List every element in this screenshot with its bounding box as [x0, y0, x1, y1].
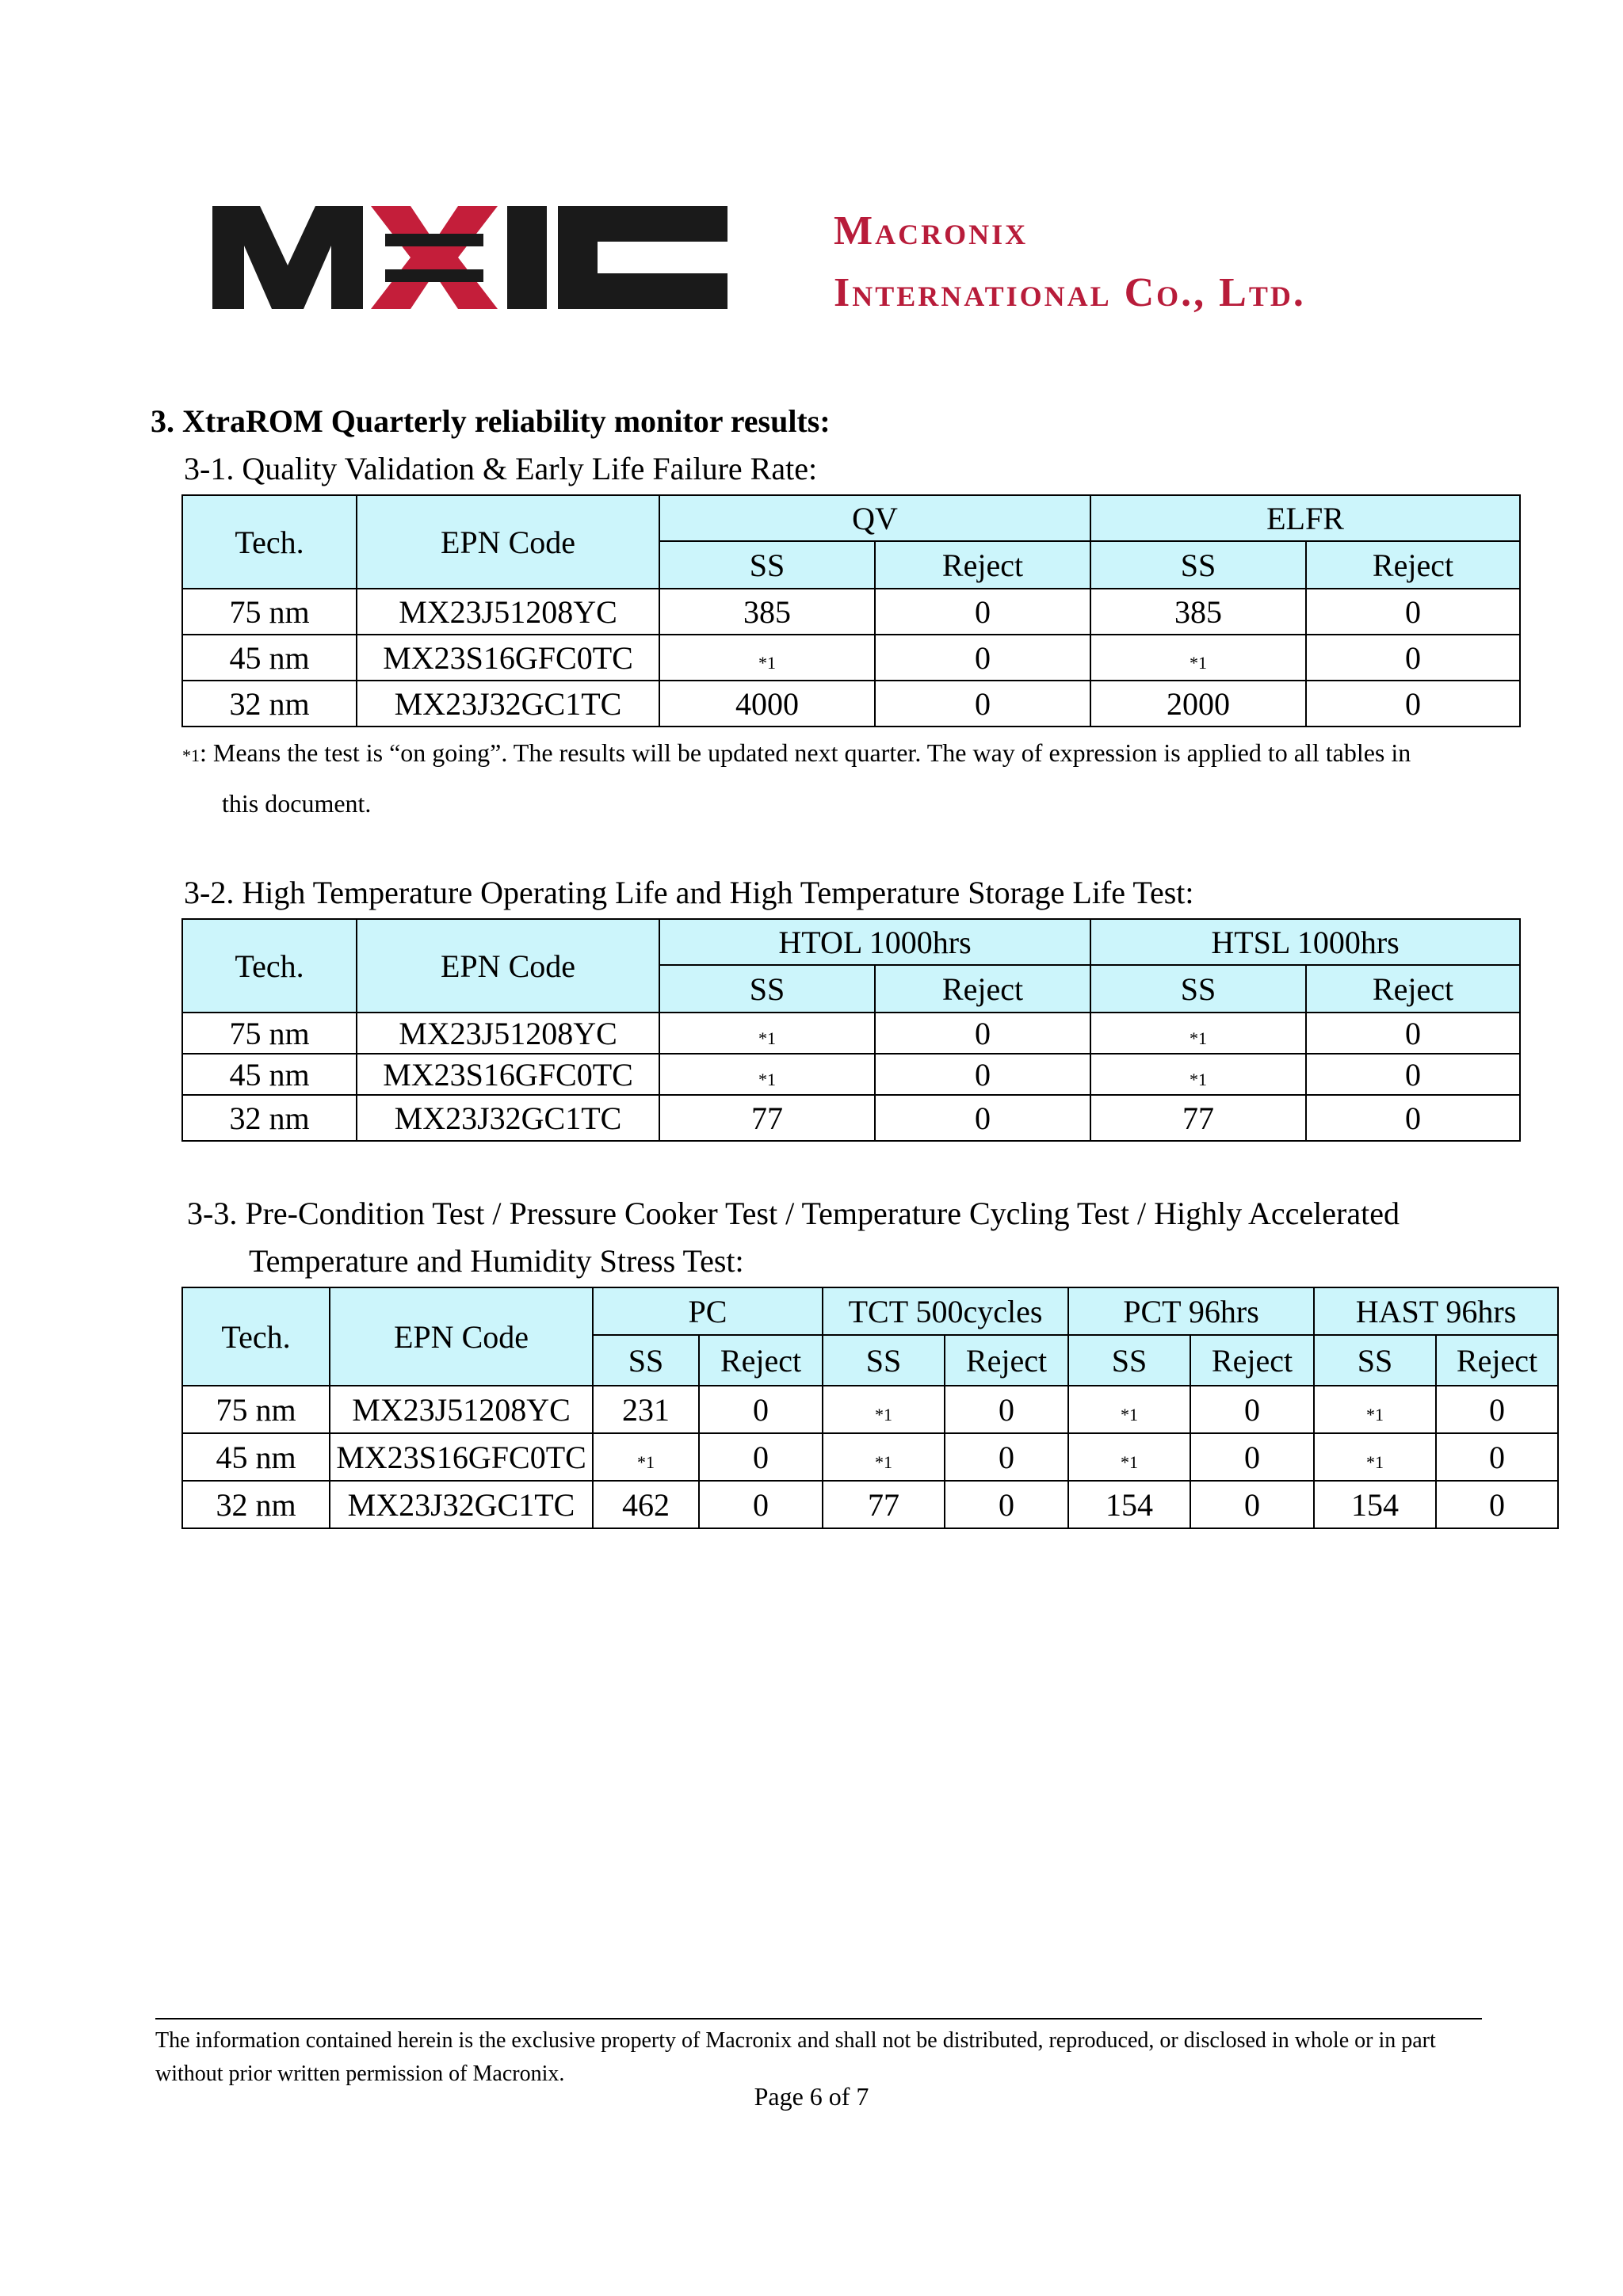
value-cell: 0 — [1306, 635, 1520, 681]
value-cell: 0 — [699, 1386, 823, 1433]
table-row — [182, 1013, 1520, 1054]
header-ss: SS — [659, 965, 875, 1013]
epn-cell: MX23J51208YC — [357, 1013, 659, 1054]
value-cell: 0 — [875, 681, 1090, 727]
header-pc: PC — [593, 1287, 823, 1335]
value-cell: 0 — [875, 635, 1090, 681]
footnote-mark: *1 — [875, 1404, 892, 1425]
header-elfr: ELFR — [1090, 495, 1520, 541]
table-row — [182, 1095, 1520, 1141]
footnote-text-cont: this document. — [222, 789, 372, 818]
value-cell: 2000 — [1090, 681, 1306, 727]
footnote-mark: *1 — [758, 1028, 776, 1048]
value-cell: 385 — [659, 589, 875, 635]
value-cell: 0 — [875, 1013, 1090, 1054]
quality-validation-table — [181, 494, 1521, 727]
value-cell: 0 — [1306, 1054, 1520, 1095]
epn-cell: MX23J51208YC — [330, 1386, 593, 1433]
value-cell: 154 — [1068, 1481, 1190, 1528]
value-cell: 77 — [1090, 1095, 1306, 1141]
footer-line-2: without prior written permission of Macronix. — [155, 2061, 565, 2086]
header-tech: Tech. — [182, 1287, 330, 1386]
header-tech: Tech. — [182, 495, 357, 589]
header-htsl: HTSL 1000hrs — [1090, 919, 1520, 965]
value-cell: 0 — [1190, 1386, 1314, 1433]
tech-cell: 75 nm — [182, 589, 357, 635]
company-name-line-1: Macronix — [834, 208, 1029, 254]
value-cell: 0 — [875, 589, 1090, 635]
header-ss: SS — [1068, 1335, 1190, 1386]
value-cell — [823, 1433, 945, 1481]
value-cell: 231 — [593, 1386, 699, 1433]
value-cell — [1090, 1013, 1306, 1054]
epn-cell: MX23J32GC1TC — [357, 1095, 659, 1141]
epn-cell: MX23J32GC1TC — [330, 1481, 593, 1528]
header-hast: HAST 96hrs — [1314, 1287, 1558, 1335]
value-cell — [1090, 635, 1306, 681]
table-row — [182, 1433, 1558, 1481]
page-number: Page 6 of 7 — [754, 2082, 869, 2111]
footnote-mark: *1 — [875, 1451, 892, 1472]
footer-divider — [155, 2018, 1482, 2019]
header-reject: Reject — [1190, 1335, 1314, 1386]
value-cell: 0 — [1436, 1481, 1558, 1528]
header-epn-code: EPN Code — [330, 1287, 593, 1386]
value-cell: 385 — [1090, 589, 1306, 635]
value-cell — [1068, 1386, 1190, 1433]
header-htol: HTOL 1000hrs — [659, 919, 1090, 965]
footnote-mark: *1 — [1121, 1451, 1139, 1472]
footnote-mark: *1 — [182, 746, 200, 765]
value-cell: 462 — [593, 1481, 699, 1528]
footnote-mark: *1 — [1190, 1069, 1208, 1089]
footnote-mark: *1 — [1366, 1451, 1384, 1472]
footer-disclaimer — [155, 2024, 1503, 2091]
header-ss: SS — [1314, 1335, 1436, 1386]
table-row — [182, 589, 1520, 635]
header-epn-code: EPN Code — [357, 495, 659, 589]
tech-cell: 45 nm — [182, 1054, 357, 1095]
tech-cell: 32 nm — [182, 681, 357, 727]
header-pct: PCT 96hrs — [1068, 1287, 1314, 1335]
value-cell: 0 — [1306, 1095, 1520, 1141]
value-cell: 0 — [699, 1481, 823, 1528]
header-reject: Reject — [1306, 541, 1520, 589]
value-cell: 0 — [945, 1481, 1068, 1528]
header-tech: Tech. — [182, 919, 357, 1013]
header-ss: SS — [1090, 541, 1306, 589]
value-cell: 0 — [1306, 1013, 1520, 1054]
table-row — [182, 681, 1520, 727]
header-reject: Reject — [699, 1335, 823, 1386]
table1-caption: 3-1. Quality Validation & Early Life Failure Rate: — [184, 451, 818, 486]
table-row — [182, 635, 1520, 681]
value-cell — [823, 1386, 945, 1433]
footnote-mark: *1 — [1366, 1404, 1384, 1425]
value-cell: 0 — [945, 1386, 1068, 1433]
footnote-mark: *1 — [758, 1069, 776, 1089]
value-cell — [659, 1054, 875, 1095]
epn-cell: MX23S16GFC0TC — [357, 1054, 659, 1095]
footer-line-1: The information contained herein is the exclusive property of Macronix and shall not be distributed, reproduced, or disclosed in whole or in part — [155, 2028, 1436, 2053]
header-reject: Reject — [875, 541, 1090, 589]
value-cell: 0 — [1190, 1433, 1314, 1481]
header-ss: SS — [1090, 965, 1306, 1013]
epn-cell: MX23J32GC1TC — [357, 681, 659, 727]
header-tct: TCT 500cycles — [823, 1287, 1068, 1335]
value-cell — [1314, 1386, 1436, 1433]
value-cell: 0 — [875, 1095, 1090, 1141]
stress-test-table — [181, 1287, 1559, 1529]
header-reject: Reject — [875, 965, 1090, 1013]
mxic-logo — [212, 190, 727, 325]
footnote-mark: *1 — [1121, 1404, 1139, 1425]
footnote-mark: *1 — [637, 1451, 655, 1472]
epn-cell: MX23S16GFC0TC — [357, 635, 659, 681]
table3-caption-line-2: Temperature and Humidity Stress Test: — [249, 1243, 744, 1279]
value-cell: 0 — [1436, 1433, 1558, 1481]
htol-htsl-table — [181, 918, 1521, 1142]
header-epn-code: EPN Code — [357, 919, 659, 1013]
value-cell: 0 — [1306, 589, 1520, 635]
epn-cell: MX23S16GFC0TC — [330, 1433, 593, 1481]
value-cell: 4000 — [659, 681, 875, 727]
table2-caption: 3-2. High Temperature Operating Life and High Temperature Storage Life Test: — [184, 875, 1194, 910]
tech-cell: 32 nm — [182, 1095, 357, 1141]
tech-cell: 75 nm — [182, 1386, 330, 1433]
tech-cell: 32 nm — [182, 1481, 330, 1528]
header-ss: SS — [593, 1335, 699, 1386]
value-cell: 77 — [659, 1095, 875, 1141]
section-title: 3. XtraROM Quarterly reliability monitor results: — [151, 403, 831, 439]
tech-cell: 45 nm — [182, 635, 357, 681]
footnote-mark: *1 — [758, 652, 776, 673]
header-ss: SS — [659, 541, 875, 589]
tech-cell: 75 nm — [182, 1013, 357, 1054]
header-reject: Reject — [1306, 965, 1520, 1013]
value-cell — [659, 635, 875, 681]
company-name-line-2: International Co., Ltd. — [834, 270, 1306, 315]
table3-caption-line-1: 3-3. Pre-Condition Test / Pressure Cooker Test / Temperature Cycling Test / Highly Accelerated — [187, 1196, 1400, 1231]
footnote-mark: *1 — [1190, 1028, 1208, 1048]
table-row — [182, 1054, 1520, 1095]
value-cell — [659, 1013, 875, 1054]
value-cell: 154 — [1314, 1481, 1436, 1528]
footnote — [182, 729, 1545, 827]
footnote-mark: *1 — [1190, 652, 1207, 673]
value-cell — [1314, 1433, 1436, 1481]
value-cell: 0 — [875, 1054, 1090, 1095]
footnote-text: : Means the test is “on going”. The results will be updated next quarter. The way of expression is applied to all tables in — [200, 738, 1411, 767]
header-qv: QV — [659, 495, 1090, 541]
value-cell — [1068, 1433, 1190, 1481]
header-ss: SS — [823, 1335, 945, 1386]
epn-cell: MX23J51208YC — [357, 589, 659, 635]
value-cell: 77 — [823, 1481, 945, 1528]
value-cell: 0 — [945, 1433, 1068, 1481]
value-cell — [593, 1433, 699, 1481]
table-row — [182, 1481, 1558, 1528]
value-cell: 0 — [1436, 1386, 1558, 1433]
header-reject: Reject — [945, 1335, 1068, 1386]
value-cell: 0 — [699, 1433, 823, 1481]
table-row — [182, 1386, 1558, 1433]
value-cell: 0 — [1306, 681, 1520, 727]
value-cell: 0 — [1190, 1481, 1314, 1528]
header-reject: Reject — [1436, 1335, 1558, 1386]
value-cell — [1090, 1054, 1306, 1095]
tech-cell: 45 nm — [182, 1433, 330, 1481]
